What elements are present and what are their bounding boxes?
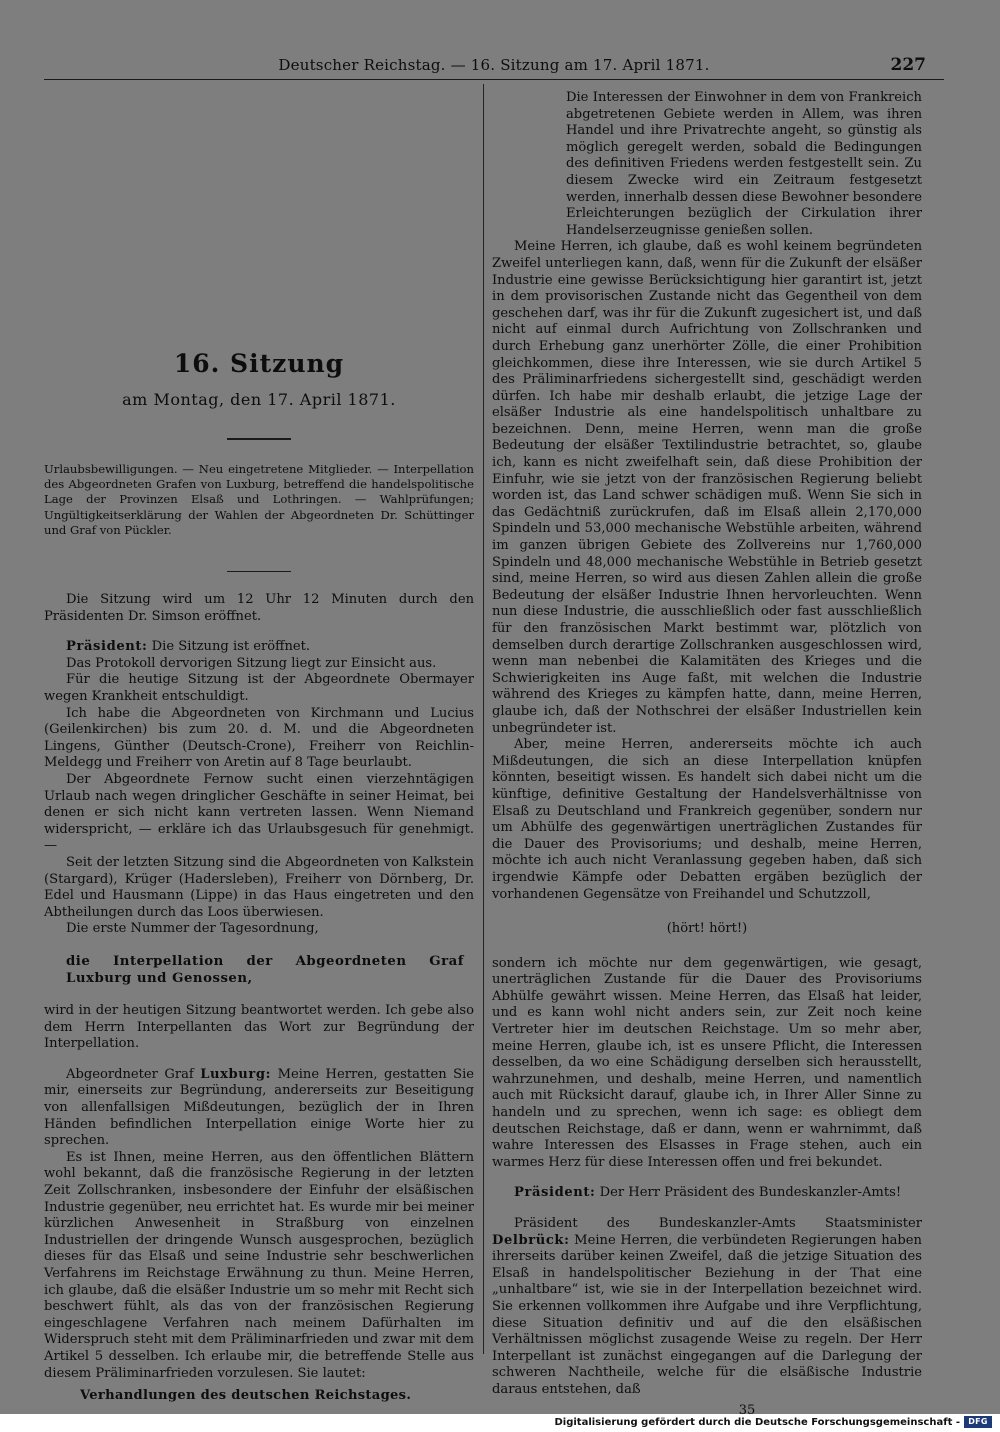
- paragraph: Das Protokoll dervorigen Sitzung liegt zur Einsicht aus.: [66, 655, 437, 671]
- speech-text: Die Sitzung ist eröffnet.: [147, 639, 311, 655]
- running-head: [44, 50, 944, 80]
- page-number: 227: [890, 55, 926, 75]
- signature-mark: 35: [738, 1402, 756, 1418]
- speaker-name: Präsident:: [514, 1185, 596, 1201]
- divider-rule: [227, 571, 291, 573]
- paragraph: Es ist Ihnen, meine Herren, aus den öffentlichen Blättern wohl bekannt, daß die französische Regierung in der letzten Zeit Zollschranken, insbesondere der Einfuhr der elsäßischen Industrie gegenüber, neu errichtet hat. Es wurde mir bei meiner kürzlichen Anwesenheit in Straßburg von einzelnen Industriellen der dringende Wunsch ausgesprochen, bezüglich dieses für das Elsaß und seine Industrie sehr beschwerlichen Verfahrens im Reichstage Erwähnung zu thun. Meine Herren, ich glaube, daß die elsäßer Industrie um so mehr mit Recht sich beschwert fühlt, als das von der französischen Regierung eingeschlagene Verfahren nach meinem Dafürhalten im Widerspruch steht mit dem Präliminarfrieden und zwar mit dem Artikel 5 desselben. Ich erlaube mir, die betreffende Stelle aus diesem Präliminarfrieden vorzulesen. Sie lautet:: [44, 1149, 474, 1381]
- speaker-name: Delbrück:: [492, 1232, 570, 1248]
- paragraph: wird in der heutigen Sitzung beantwortet werden. Ich gebe also dem Herrn Interpellanten das Wort zur Begründung der Interpellation.: [44, 1003, 474, 1052]
- paragraph: Meine Herren, ich glaube, daß es wohl keinem begründeten Zweifel unterliegen kann, daß, wenn für die Zukunft der elsäßer Industrie eine gewisse Berücksichtigung hier garantirt ist, jetzt in dem provisorischen Zustande nicht das Gegentheil von dem geschehen darf, was ihr für die Zukunft zugesichert ist, und daß nicht auf einmal durch Aufrichtung von Zollschranken und durch Erhebung ganz unerhörter Zölle, die einer Prohibition gleichkommen, diese ihre Interessen, wie sie durch Artikel 5 des Präliminarfriedens sichergestellt sind, geschädigt werden dürfen. Ich habe mir deshalb erlaubt, die jetzige Lage der elsäßer Industrie als eine handelspolitisch unhaltbare zu bezeichnen. Denn, meine Herren, wenn man die große Bedeutung der elsäßer Textilindustrie betrachtet, so, glaube ich, kann es nicht zweifelhaft sein, daß diese Prohibition der Einfuhr, wie sie jetzt von der französischen Regierung beliebt worden ist, das Land schwer schädigen muß. Wenn Sie sich in das Gedächtniß zurückrufen, daß im Elsaß allein 2,170,000 Spindeln und 53,000 mechanische Webstühle arbeiten, während im ganzen übrigen Gebiete des Zollvereins nur 1,760,000 Spindeln und 48,000 mechanische Webstühle in Betrieb gesetzt sind, meine Herren, so wird aus diesen Zahlen allein die große Bedeutung der elsäßer Industrie Ihnen hervorleuchten. Wenn nun diese Industrie, die ausschließlich oder fast ausschließlich für den französischen Markt bestimmt war, plötzlich von demselben durch derartige Zollschranken ausgeschlossen wird, wenn man nebenbei die Kalamitäten des Krieges und die Schwierigkeiten ins Auge faßt, mit welchen die Industrie während des Krieges zu kämpfen hatte, dann, meine Herren, glaube ich, daß der Nothschrei der elsäßer Industriellen kein unbegründeter ist.: [492, 239, 922, 736]
- right-column: [492, 90, 922, 1418]
- dfg-logo-icon: DFG: [964, 1416, 992, 1428]
- session-title: 16. Sitzung: [173, 349, 345, 378]
- running-title: Deutscher Reichstag. — 16. Sitzung am 17. April 1871.: [278, 56, 710, 74]
- agenda-heading: die Interpellation der Abgeordneten Graf Luxburg und Genossen,: [66, 953, 464, 986]
- paragraph: [492, 1216, 922, 1399]
- paragraph: Die erste Nummer der Tagesordnung,: [66, 921, 319, 937]
- attribution-text: Digitalisierung gefördert durch die Deutsche Forschungsgemeinschaft -: [554, 1416, 960, 1428]
- speaker-prefix: Abgeordneter Graf: [66, 1066, 201, 1082]
- divider-rule: [227, 438, 291, 440]
- paragraph: sondern ich möchte nur dem gegenwärtigen, wie gesagt, unerträglichen Zustande für die Dauer des Provisoriums Abhülfe gewährt wissen. Meine Herren, das Elsaß hat leider, und es kann wohl nicht anders sein, zur Zeit noch keine Vertreter hier im deutschen Reichstage. Um so mehr aber, meine Herren, glaube ich, ist es unsere Pflicht, die Interessen desselben, da wo eine Schädigung derselben sich herausstellt, wahrzunehmen, und deshalb, meine Herren, und namentlich auch mit Rücksicht darauf, glaube ich, in Ihrer Aller Sinne zu handeln und zu sprechen, wenn ich sage: es obliegt dem deutschen Reichstage, daß er dann, wenn er wahrnimmt, daß wahre Interessen des Elsasses in Frage stehen, auch ein warmes Herz für diese Interessen offen und frei bekundet.: [492, 955, 922, 1170]
- speech-text: Meine Herren, die verbündeten Regierungen haben ihrerseits darüber keinen Zweifel, daß die jetzige Situation des Elsaß in handelspolitischer Beziehung in der That eine „unhaltbare“ ist, wie sie in der Interpellation bezeichnet wird. Sie erkennen vollkommen ihre Aufgabe und ihre Verpflichtung, diese Situation definitiv und auf die den elsäßischen Verhältnissen möglichst zusagende Weise zu regeln. Der Herr Interpellant ist zunächst eingegangen auf die Darlegung der schweren Nachtheile, welche für die elsäßische Industrie daraus entstehen, daß: [492, 1232, 922, 1397]
- paragraph: Für die heutige Sitzung ist der Abgeordnete Obermayer wegen Krankheit entschuldigt.: [44, 672, 474, 704]
- session-summary: Urlaubsbewilligungen. — Neu eingetretene Mitglieder. — Interpellation des Abgeordneten Grafen von Luxburg, betreffend die handelspolitische Lage der Provinzen Elsaß und Lothringen. — Wahlprüfungen; Ungültigkeitserklärung der Wahlen der Abgeordneten Dr. Schüttinger und Graf von Pückler.: [44, 461, 474, 538]
- left-column: [44, 88, 475, 1404]
- session-date: am Montag, den 17. April 1871.: [122, 390, 396, 409]
- speech-text: Der Herr Präsident des Bundeskanzler-Amts!: [595, 1185, 902, 1201]
- interjection: (hört! hört!): [666, 921, 748, 937]
- paragraph: Aber, meine Herren, andererseits möchte ich auch Mißdeutungen, die sich an diese Interpellation knüpfen könnten, beseitigt wissen. Es handelt sich dabei nicht um die künftige, definitive Gestaltung der Handelsverhältnisse von Elsaß zu Deutschland und Frankreich gegenüber, sondern nur um Abhülfe des gegenwärtigen unerträglichen Zustandes für die Dauer des Provisoriums; und deshalb, meine Herren, möchte ich auch nicht Veranlassung gegeben haben, daß sich irgendwie Kämpfe oder Debatten ergäben bezüglich der vorhandenen Gegensätze von Freihandel und Schutzzoll,: [492, 737, 922, 902]
- quoted-article: Die Interessen der Einwohner in dem von Frankreich abgetretenen Gebiete werden in Allem, was ihren Handel und ihre Privatrechte angeht, so günstig als möglich geregelt werden, sobald die Bedingungen des definitiven Friedens werden festgestellt sein. Zu diesem Zwecke wird ein Zeitraum festgesetzt werden, innerhalb dessen diese Bewohner besondere Erleichterungen bezüglich der Cirkulation ihrer Handelserzeugnisse genießen sollen.: [566, 90, 922, 238]
- speaker-name: Präsident:: [66, 639, 148, 655]
- speaker-prefix: Präsident des Bundeskanzler-Amts Staatsminister: [514, 1216, 922, 1231]
- speech-text: Meine Herren, gestatten Sie mir, einerseits zur Begründung, andererseits zur Beseitigung von allenfallsigen Mißdeutungen, bezüglich der in Ihren Händen befindlichen Interpellation einige Worte hier zu sprechen.: [44, 1066, 475, 1149]
- paragraph: [44, 1067, 474, 1150]
- paragraph: Der Abgeordnete Fernow sucht einen vierzehntägigen Urlaub nach wegen dringlicher Geschäfte in seiner Heimat, bei denen er sich nicht kann vertreten lassen. Wenn Niemand widerspricht, — erkläre ich das Urlaubsgesuch für genehmigt. —: [44, 771, 474, 854]
- attribution-bar: [554, 1414, 992, 1430]
- paragraph: Ich habe die Abgeordneten von Kirchmann und Lucius (Geilenkirchen) bis zum 20. d. M. und die Abgeordneten Lingens, Günther (Deutsch-Crone), Freiherr von Reichlin-Meldegg und Freiherr von Aretin auf 8 Tage beurlaubt.: [44, 705, 474, 771]
- opening-paragraph: Die Sitzung wird um 12 Uhr 12 Minuten durch den Präsidenten Dr. Simson eröffnet.: [44, 592, 474, 624]
- paragraph: [44, 639, 474, 656]
- paragraph: Seit der letzten Sitzung sind die Abgeordneten von Kalkstein (Stargard), Krüger (Hadersleben), Freiherr von Dörnberg, Dr. Edel und Hausmann (Lippe) in das Haus eingetreten und den Abtheilungen durch das Loos überwiesen.: [44, 854, 474, 920]
- page-footer: Verhandlungen des deutschen Reichstages.: [80, 1388, 412, 1404]
- column-divider: [483, 84, 484, 1354]
- speaker-name: Luxburg:: [200, 1066, 272, 1082]
- paragraph: [492, 1185, 922, 1202]
